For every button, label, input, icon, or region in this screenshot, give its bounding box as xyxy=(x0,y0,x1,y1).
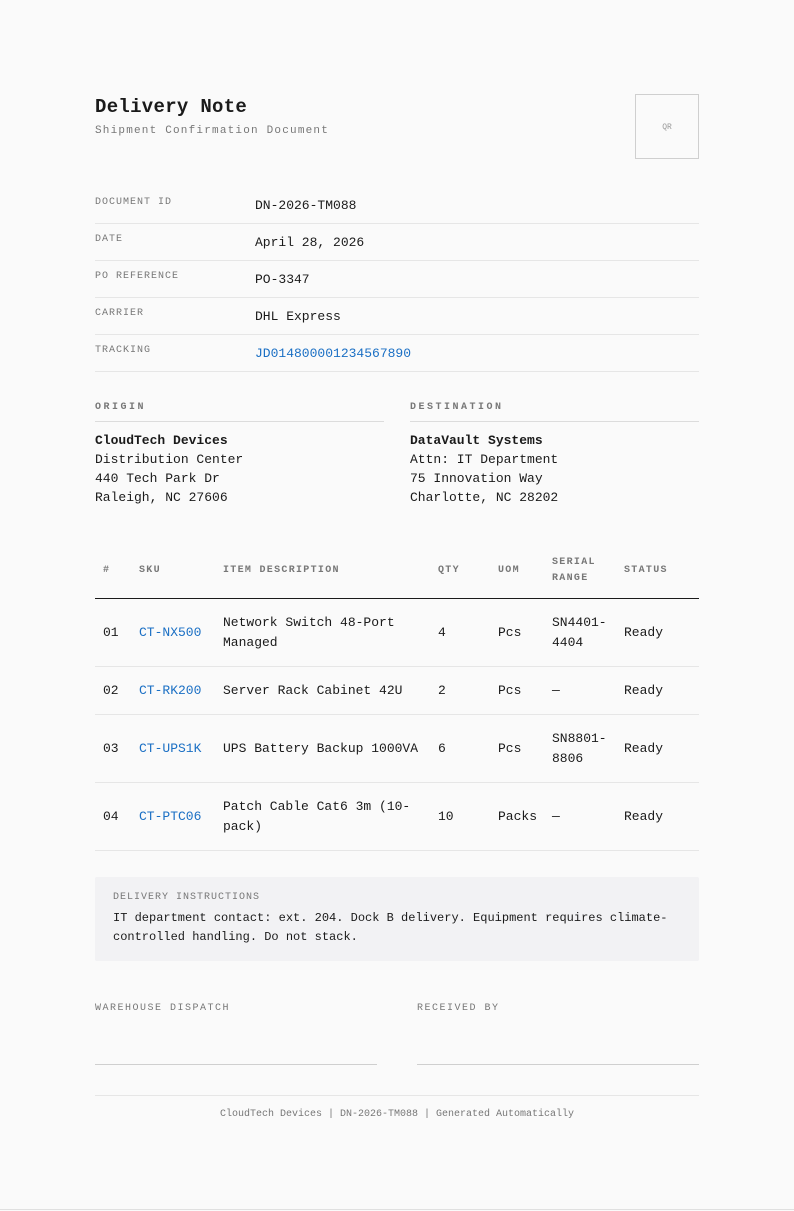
cell-qty: 6 xyxy=(430,715,490,783)
cell-number: 02 xyxy=(95,667,131,715)
meta-row-po-reference xyxy=(95,261,699,298)
meta-row-date xyxy=(95,224,699,261)
qr-code-placeholder: QR xyxy=(635,94,699,159)
items-table xyxy=(95,543,699,851)
cell-sku-link[interactable]: CT-PTC06 xyxy=(131,783,215,851)
cell-uom: Pcs xyxy=(490,599,544,667)
cell-status: Ready xyxy=(616,599,699,667)
signature-label: WAREHOUSE DISPATCH xyxy=(95,1003,231,1014)
meta-value: DN-2026-TM088 xyxy=(255,198,357,213)
origin-address xyxy=(95,402,384,507)
address-section xyxy=(95,402,699,542)
page-title: Delivery Note xyxy=(95,96,248,118)
meta-label: PO REFERENCE xyxy=(95,271,180,282)
table-row xyxy=(95,599,699,667)
delivery-instructions xyxy=(95,877,699,961)
cell-status: Ready xyxy=(616,667,699,715)
cell-sku-link[interactable]: CT-NX500 xyxy=(131,599,215,667)
instructions-label: DELIVERY INSTRUCTIONS xyxy=(113,892,261,903)
meta-value: April 28, 2026 xyxy=(255,235,365,250)
document-header xyxy=(95,94,699,161)
cell-qty: 10 xyxy=(430,783,490,851)
column-header-uom: UOM xyxy=(490,543,544,599)
origin-line: Distribution Center xyxy=(95,452,244,467)
column-header-description: ITEM DESCRIPTION xyxy=(215,543,430,599)
received-by-signature xyxy=(417,1003,699,1065)
cell-qty: 2 xyxy=(430,667,490,715)
cell-serial: — xyxy=(544,667,616,715)
column-header-number: # xyxy=(95,543,131,599)
origin-heading: ORIGIN xyxy=(95,402,384,422)
destination-line: 75 Innovation Way xyxy=(410,471,543,486)
cell-description: Server Rack Cabinet 42U xyxy=(215,667,430,715)
page-subtitle: Shipment Confirmation Document xyxy=(95,125,330,137)
cell-qty: 4 xyxy=(430,599,490,667)
column-header-status: STATUS xyxy=(616,543,699,599)
signature-line xyxy=(95,1064,377,1065)
destination-name: DataVault Systems xyxy=(410,433,543,448)
instructions-text: IT department contact: ext. 204. Dock B delivery. Equipment requires climate-controlled handling. Do not stack. xyxy=(113,911,668,944)
meta-value: PO-3347 xyxy=(255,272,310,287)
delivery-note-page xyxy=(95,94,699,1120)
cell-serial: — xyxy=(544,783,616,851)
origin-line: 440 Tech Park Dr xyxy=(95,471,220,486)
cell-description: Patch Cable Cat6 3m (10-pack) xyxy=(215,783,430,851)
cell-number: 01 xyxy=(95,599,131,667)
cell-uom: Packs xyxy=(490,783,544,851)
cell-description: Network Switch 48-Port Managed xyxy=(215,599,430,667)
tracking-link[interactable]: JD014800001234567890 xyxy=(255,346,412,361)
meta-row-carrier xyxy=(95,298,699,335)
warehouse-dispatch-signature xyxy=(95,1003,377,1065)
cell-serial: SN4401-4404 xyxy=(544,599,616,667)
signature-line xyxy=(417,1064,699,1065)
meta-row-document-id xyxy=(95,187,699,224)
cell-serial: SN8801-8806 xyxy=(544,715,616,783)
page-bottom-divider xyxy=(0,1209,794,1210)
signature-label: RECEIVED BY xyxy=(417,1003,500,1014)
document-meta xyxy=(95,187,699,372)
cell-status: Ready xyxy=(616,715,699,783)
cell-description: UPS Battery Backup 1000VA xyxy=(215,715,430,783)
table-row xyxy=(95,783,699,851)
cell-uom: Pcs xyxy=(490,715,544,783)
table-header-row xyxy=(95,543,699,599)
page-footer: CloudTech Devices | DN-2026-TM088 | Generated Automatically xyxy=(95,1095,699,1120)
cell-uom: Pcs xyxy=(490,667,544,715)
origin-name: CloudTech Devices xyxy=(95,433,228,448)
destination-line: Attn: IT Department xyxy=(410,452,559,467)
meta-value: DHL Express xyxy=(255,309,341,324)
meta-label: TRACKING xyxy=(95,345,152,356)
table-row xyxy=(95,667,699,715)
meta-label: CARRIER xyxy=(95,308,145,319)
column-header-qty: QTY xyxy=(430,543,490,599)
table-row xyxy=(95,715,699,783)
cell-sku-link[interactable]: CT-UPS1K xyxy=(131,715,215,783)
meta-label: DOCUMENT ID xyxy=(95,197,173,208)
column-header-serial-range: SERIAL RANGE xyxy=(544,543,616,599)
origin-line: Raleigh, NC 27606 xyxy=(95,490,228,505)
destination-heading: DESTINATION xyxy=(410,402,699,422)
cell-status: Ready xyxy=(616,783,699,851)
signature-section xyxy=(95,1003,699,1071)
cell-number: 04 xyxy=(95,783,131,851)
cell-number: 03 xyxy=(95,715,131,783)
meta-row-tracking xyxy=(95,335,699,372)
destination-line: Charlotte, NC 28202 xyxy=(410,490,559,505)
meta-label: DATE xyxy=(95,234,124,245)
destination-address xyxy=(410,402,699,507)
cell-sku-link[interactable]: CT-RK200 xyxy=(131,667,215,715)
column-header-sku: SKU xyxy=(131,543,215,599)
